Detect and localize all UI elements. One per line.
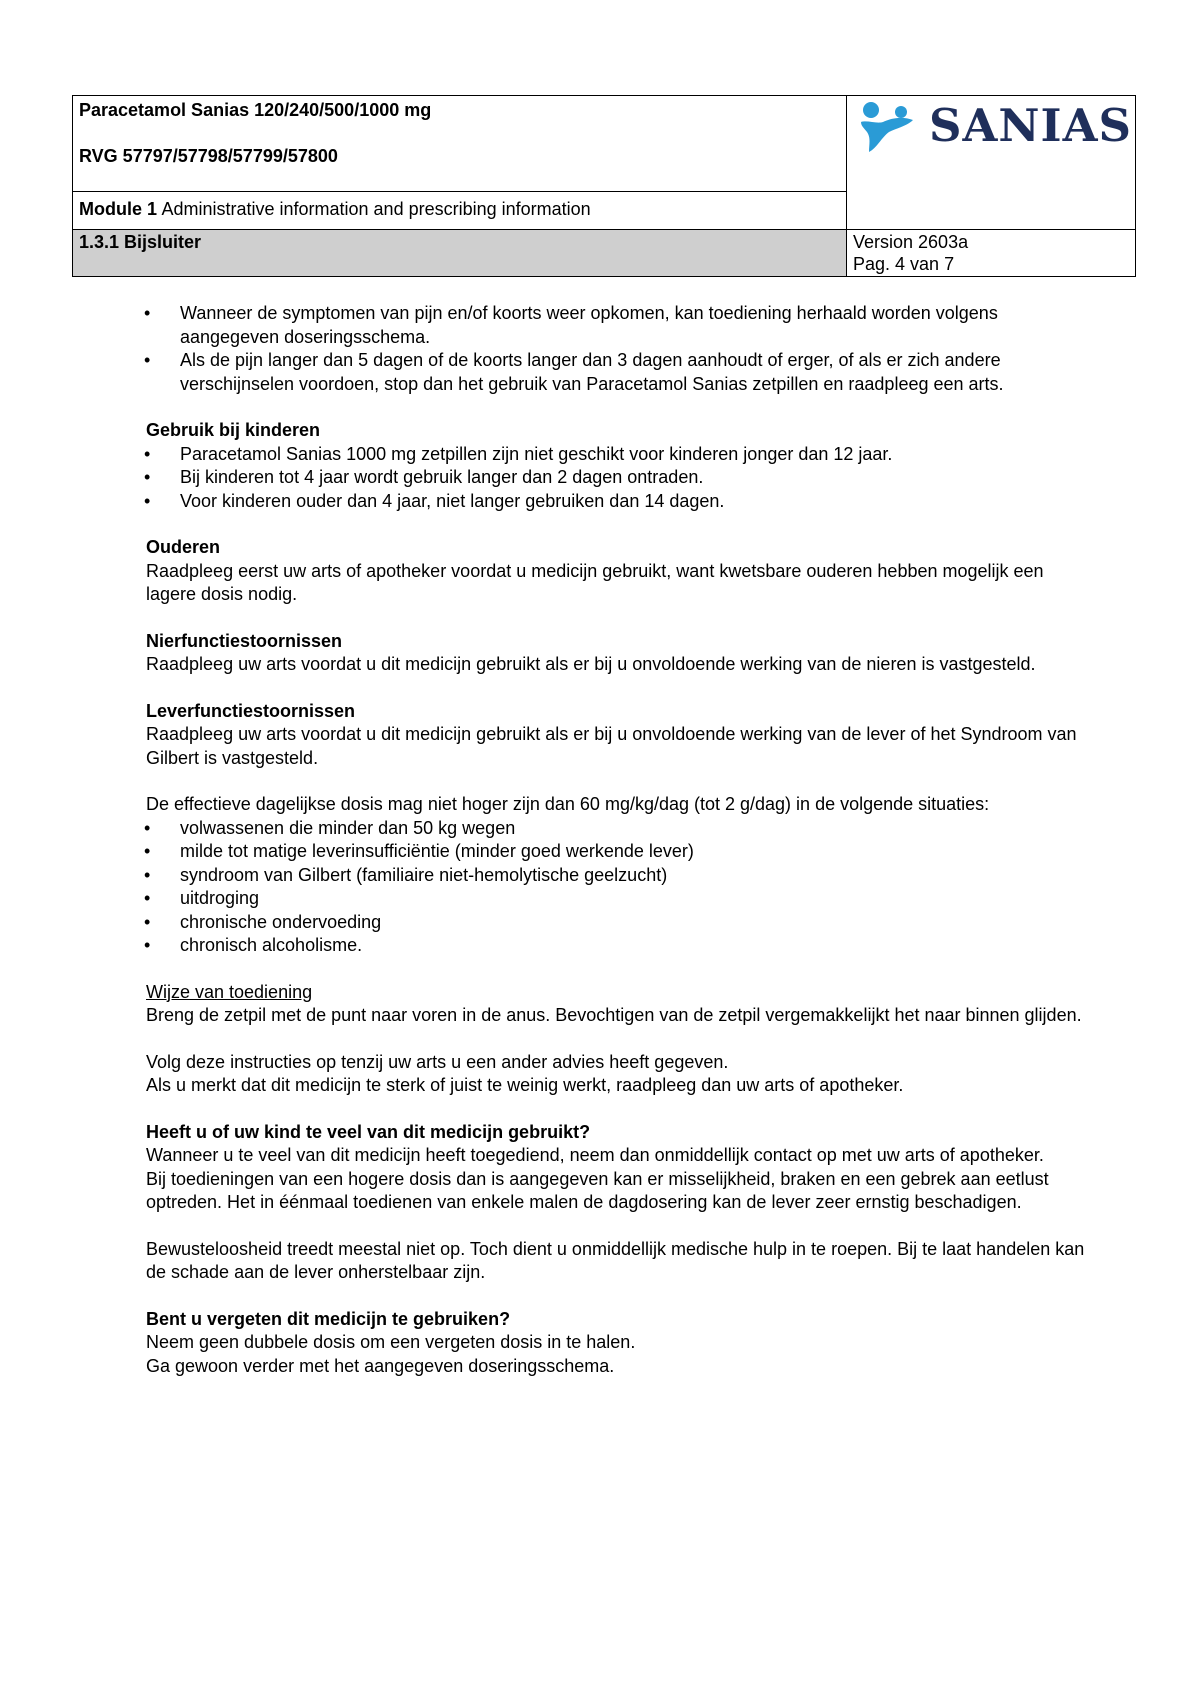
list-item: • uitdroging — [144, 887, 1096, 911]
module-label: Module 1 — [79, 199, 158, 219]
list-item: • Voor kinderen ouder dan 4 jaar, niet langer gebruiken dan 14 dagen. — [144, 490, 1096, 514]
list-item: • syndroom van Gilbert (familiaire niet-hemolytische geelzucht) — [144, 864, 1096, 888]
dose-list — [146, 817, 1096, 958]
list-item: • chronische ondervoeding — [144, 911, 1096, 935]
forgot-line-2: Ga gewoon verder met het aangegeven doseringsschema. — [146, 1355, 615, 1376]
overdose-heading: Heeft u of uw kind te veel van dit medicijn gebruikt? — [146, 1121, 591, 1142]
overdose-text-1: Wanneer u te veel van dit medicijn heeft toegediend, neem dan onmiddellijk contact op met uw arts of apotheker. — [146, 1145, 1044, 1165]
header-module-cell — [73, 192, 847, 230]
header-title-cell — [73, 96, 847, 192]
liver-heading: Leverfunctiestoornissen — [146, 700, 356, 721]
intro-list — [146, 302, 1096, 396]
kidney-heading: Nierfunctiestoornissen — [146, 630, 343, 651]
list-item: • Als de pijn langer dan 5 dagen of de koorts langer dan 3 dagen aanhoudt of erger, of als er zich andere verschijnselen voordoen, stop dan het gebruik van Paracetamol Sanias zetpillen en raadpleeg een arts. — [144, 349, 1096, 396]
liver-text: Raadpleeg uw arts voordat u dit medicijn gebruikt als er bij u onvoldoende werking van de lever of het Syndroom van Gilbert is vastgesteld. — [146, 724, 1077, 768]
section-title: 1.3.1 Bijsluiter — [79, 232, 202, 252]
overdose-text-2: Bij toedieningen van een hogere dosis dan is aangegeven kan er misselijkheid, braken en een gebrek aan eetlust optreden. Het in éénmaal toedienen van enkele malen de dagdosering kan de lever zeer ernstig beschadigen. — [146, 1168, 1049, 1212]
instructions-line-2: Als u merkt dat dit medicijn te sterk of juist te weinig werkt, raadpleeg dan uw arts of apotheker. — [146, 1075, 904, 1095]
list-item: • Wanneer de symptomen van pijn en/of koorts weer opkomen, kan toediening herhaald worden volgens aangegeven doseringsschema. — [144, 302, 1096, 349]
forgot-line-1: Neem geen dubbele dosis om een vergeten dosis in te halen. — [146, 1332, 636, 1352]
kidney-text: Raadpleeg uw arts voordat u dit medicijn gebruikt als er bij u onvoldoende werking van de nieren is vastgesteld. — [146, 654, 1036, 674]
admin-heading: Wijze van toediening — [146, 981, 313, 1002]
instructions-line-1: Volg deze instructies op tenzij uw arts u een ander advies heeft gegeven. — [146, 1051, 729, 1072]
header-section-cell — [73, 230, 847, 276]
header-logo-cell — [847, 96, 1135, 230]
children-list — [146, 443, 1096, 514]
elderly-text: Raadpleeg eerst uw arts of apotheker voordat u medicijn gebruikt, want kwetsbare ouderen hebben mogelijk een lagere dosis nodig. — [146, 560, 1044, 604]
document-body — [146, 302, 1096, 1378]
list-item: • chronisch alcoholisme. — [144, 934, 1096, 958]
children-heading: Gebruik bij kinderen — [146, 420, 321, 440]
sanias-logo-icon — [857, 98, 919, 156]
header-version-cell — [847, 230, 1135, 276]
version-label: Version 2603a — [853, 232, 969, 252]
list-item: • milde tot matige leverinsufficiëntie (minder goed werkende lever) — [144, 840, 1096, 864]
page-number: Pag. 4 van 7 — [853, 254, 955, 274]
module-text: Administrative information and prescribing information — [161, 199, 591, 219]
logo-wordmark: SANIAS — [929, 99, 1133, 152]
dose-text: De effectieve dagelijkse dosis mag niet hoger zijn dan 60 mg/kg/dag (tot 2 g/dag) in de volgende situaties: — [146, 794, 990, 814]
rvg-number: RVG 57797/57798/57799/57800 — [79, 146, 338, 166]
admin-text: Breng de zetpil met de punt naar voren in de anus. Bevochtigen van de zetpil vergemakkelijkt het naar binnen glijden. — [146, 1005, 1082, 1025]
document-header — [72, 95, 1136, 277]
product-name: Paracetamol Sanias 120/240/500/1000 mg — [79, 100, 432, 120]
list-item: • Paracetamol Sanias 1000 mg zetpillen zijn niet geschikt voor kinderen jonger dan 12 jaar. — [144, 443, 1096, 467]
list-item: • Bij kinderen tot 4 jaar wordt gebruik langer dan 2 dagen ontraden. — [144, 466, 1096, 490]
elderly-heading: Ouderen — [146, 537, 221, 557]
list-item: • volwassenen die minder dan 50 kg wegen — [144, 817, 1096, 841]
forgot-heading: Bent u vergeten dit medicijn te gebruiken? — [146, 1308, 511, 1329]
sanias-logo — [857, 96, 1132, 154]
overdose-text-3: Bewusteloosheid treedt meestal niet op. Toch dient u onmiddellijk medische hulp in te roepen. Bij te laat handelen kan de schade aan de lever onherstelbaar zijn. — [146, 1238, 1085, 1282]
